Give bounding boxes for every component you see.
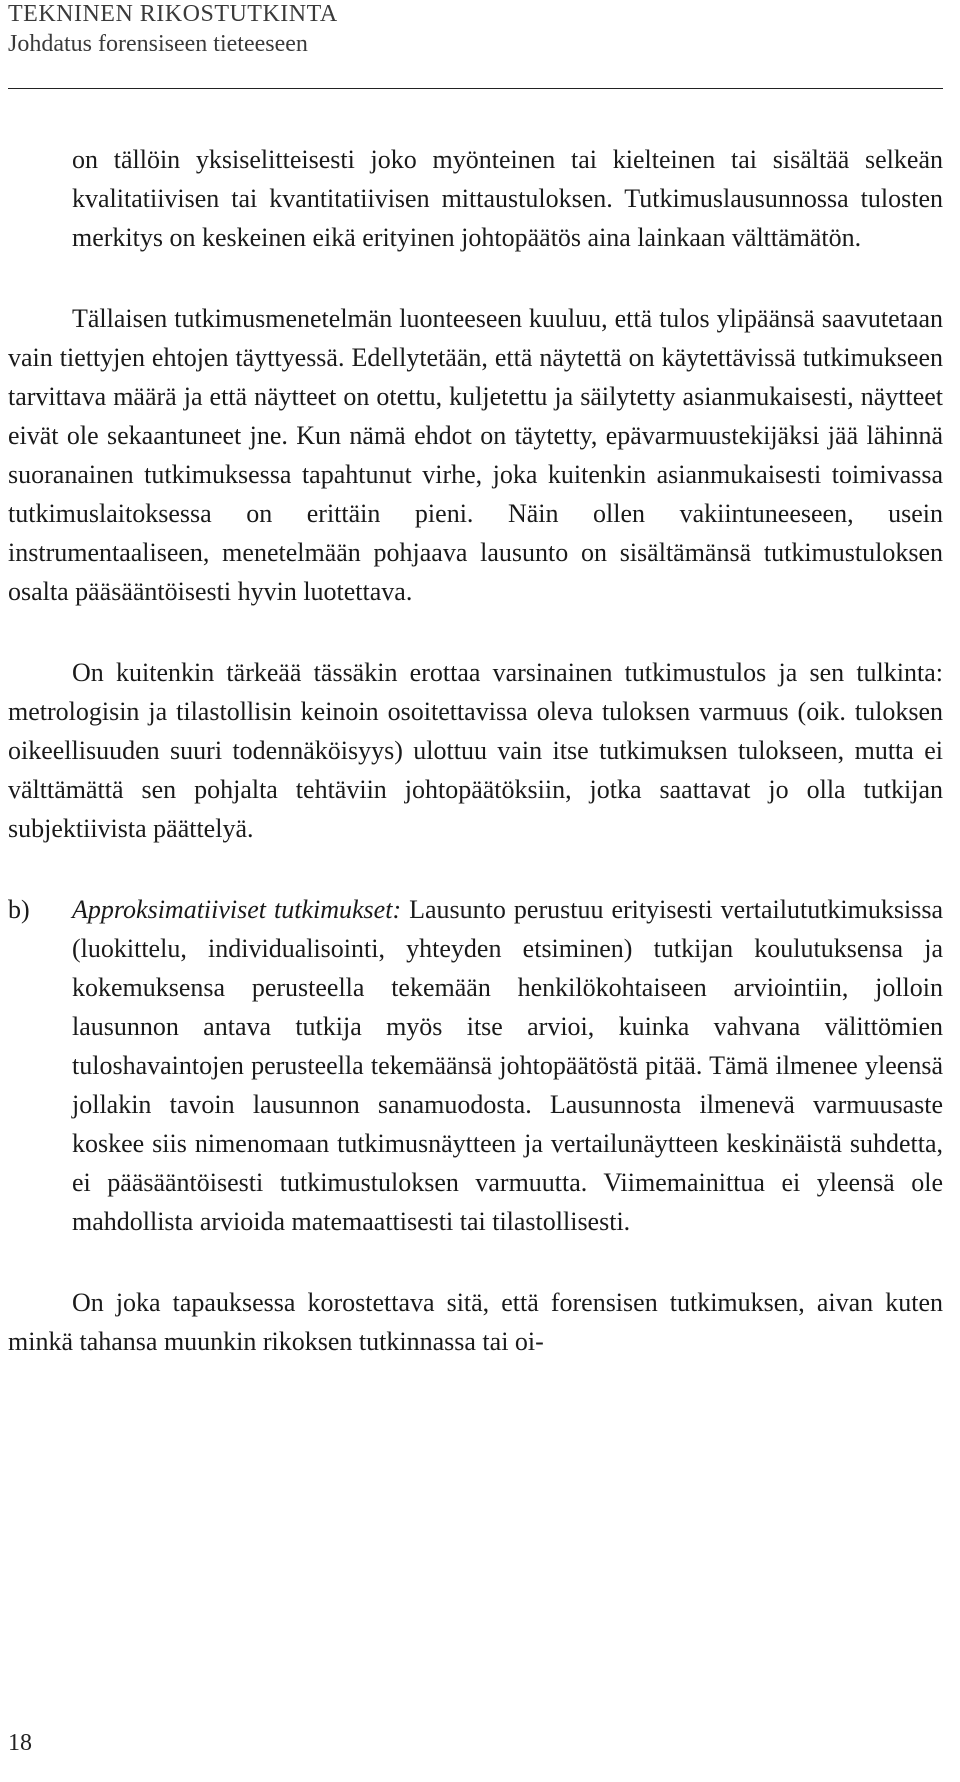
paragraph-continuation: on tällöin yksiselitteisesti joko myönteinen tai kielteinen tai sisältää selkeän kvalitatiivisen tai kvantitatiivisen mittaustuloksen. Tutkimuslausunnossa tulosten merkitys on keskeinen eikä erityinen johtopäätös aina lainkaan välttämätön. (72, 145, 943, 252)
page-number: 18 (8, 1730, 32, 1756)
paragraph-emphasis: On joka tapauksessa korostettava sitä, että forensisen tutkimuksen, aivan kuten minkä tahansa muunkin rikoksen tutkinnassa tai oi- (8, 1288, 943, 1356)
list-item-b (8, 890, 943, 1241)
paragraph-method-nature: Tällaisen tutkimusmenetelmän luonteeseen kuuluu, että tulos ylipäänsä saavutetaan vain tiettyjen ehtojen täyttyessä. Edellytetään, että näytettä on käytettävissä tutkimukseen tarvittava määrä ja että näytteet on otettu, kuljetettu ja säilytetty asianmukaisesti, näytteet eivät ole sekaantuneet jne. Kun nämä ehdot on täytetty, epävarmuustekijäksi jää lähinnä suoranainen tutkimuksessa tapahtunut virhe, joka kuitenkin asianmukaisesti toimivassa tutkimuslaitoksessa on erittäin pieni. Näin ollen vakiintuneeseen, usein instrumentaaliseen, menetelmään pohjaava lausunto on sisältämänsä tutkimustuloksen osalta pääsääntöisesti hyvin luotettava. (8, 304, 943, 606)
book-title: TEKNINEN RIKOSTUTKINTA (8, 1, 338, 27)
paragraph-result-interpretation: On kuitenkin tärkeää tässäkin erottaa varsinainen tutkimustulos ja sen tulkinta: metrologisin ja tilastollisin keinoin osoitettavissa oleva tuloksen varmuus (oik. tuloksen oikeellisuuden suuri todennäköisyys) ulottuu vain itse tutkimuksen tulokseen, mutta ei välttämättä sen pohjalta tehtäviin johtopäätöksiin, jotka saattavat jo olla tutkijan subjektiivista päättelyä. (8, 658, 943, 843)
list-item-text: Lausunto perustuu erityisesti vertailututkimuksissa (luokittelu, individualisointi, yhteyden etsiminen) tutkijan koulutuksensa ja kokemuksensa perusteella tekemään henkilökohtaiseen arviointiin, jolloin lausunnon antava tutkija myös itse arvioi, kuinka vahvana välittömien tuloshavaintojen perusteella tekemäänsä johtopäätöstä pitää. Tämä ilmenee yleensä jollakin tavoin lausunnon sanamuodosta. Lausunnosta ilmenevä varmuusaste koskee siis nimenomaan tutkimusnäytteen ja vertailunäytteen keskinäistä suhdetta, ei pääsääntöisesti tutkimustuloksen varmuutta. Viimemainittua ei yleensä ole mahdollista arvioida matemaattisesti tai tilastollisesti. (72, 895, 943, 1236)
list-marker: b) (8, 895, 30, 924)
page-body (8, 140, 943, 1361)
book-subtitle: Johdatus forensiseen tieteeseen (8, 31, 308, 57)
list-item-heading: Approksimatiiviset tutkimukset: (72, 895, 410, 924)
running-header (8, 0, 943, 89)
